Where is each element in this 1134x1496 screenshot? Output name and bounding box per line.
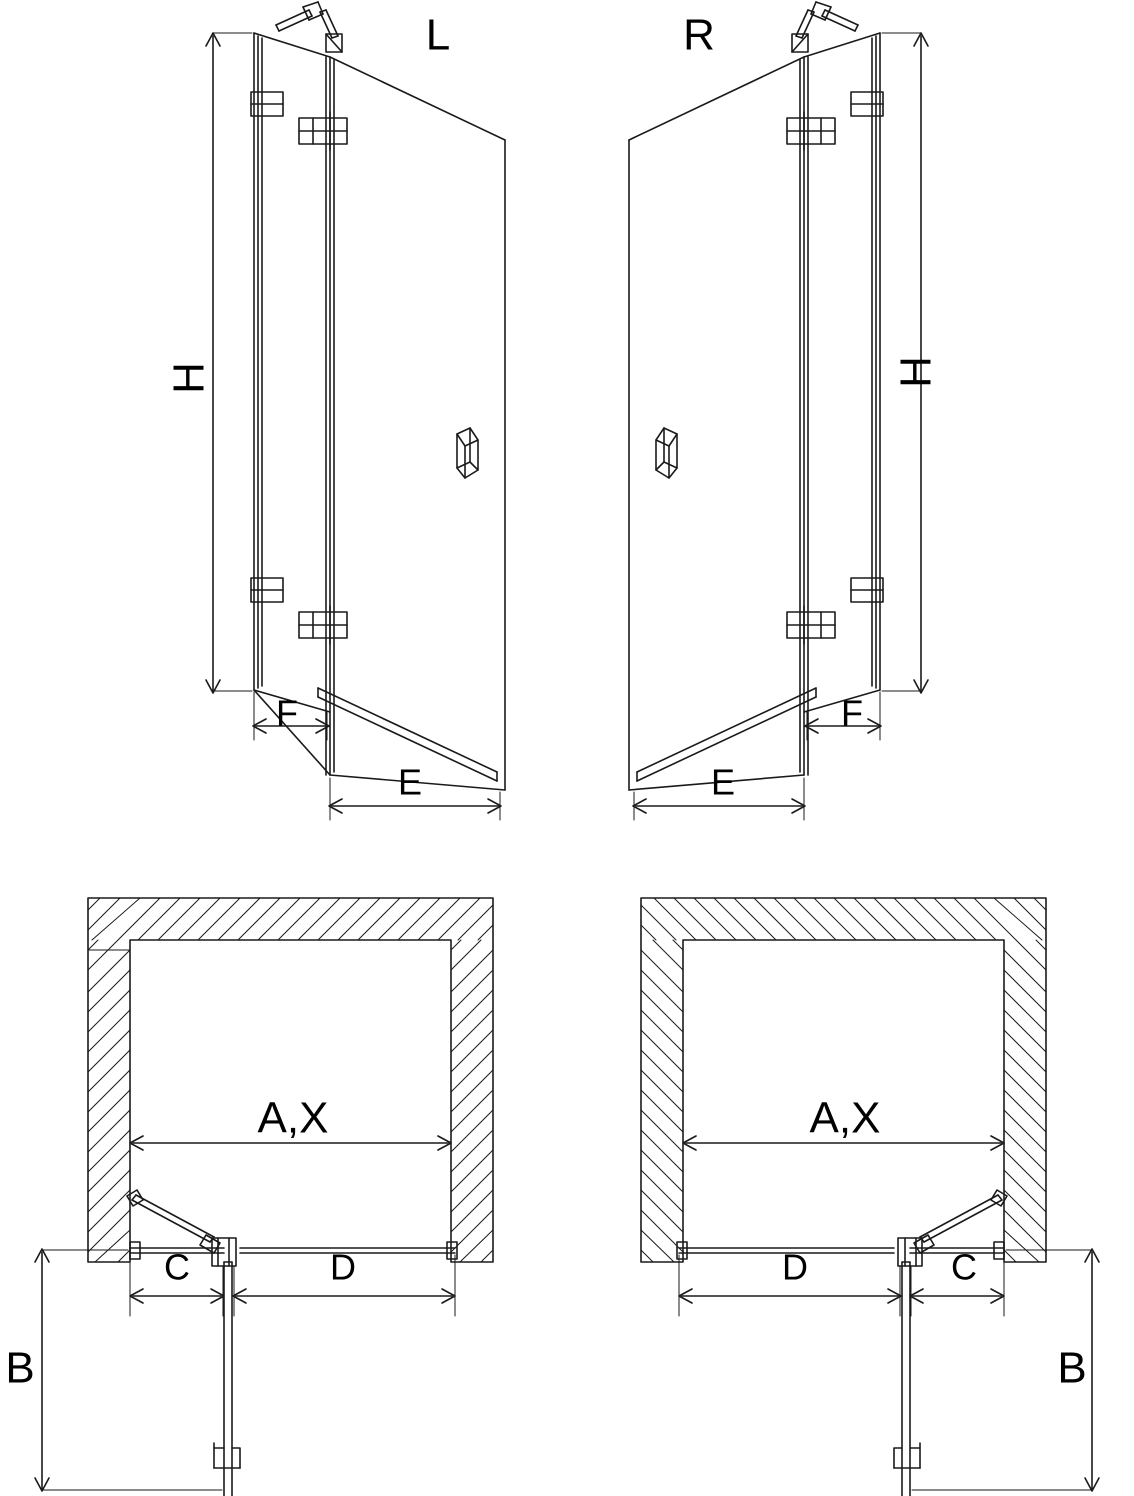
- label-left-view-name: L: [425, 10, 451, 60]
- label-left-opening: A,X: [257, 1093, 329, 1143]
- label-right-door-width: D: [782, 1246, 808, 1288]
- label-right-opening: A,X: [809, 1093, 881, 1143]
- label-right-fixed-panel: F: [841, 692, 863, 734]
- label-right-door: E: [710, 761, 736, 803]
- right-perspective-view: [629, 2, 928, 820]
- left-plan-view: [35, 898, 493, 1496]
- right-plan-view: [641, 898, 1099, 1496]
- label-right-fixed-width: C: [951, 1246, 977, 1288]
- label-right-view-name: R: [683, 10, 715, 60]
- label-left-depth: B: [5, 1343, 35, 1393]
- label-left-fixed-width: C: [164, 1246, 190, 1288]
- left-perspective-view: [206, 2, 505, 820]
- label-left-door-width: D: [330, 1246, 356, 1288]
- label-left-door: E: [397, 761, 423, 803]
- label-right-depth: B: [1057, 1343, 1087, 1393]
- label-left-fixed-panel: F: [276, 692, 298, 734]
- label-left-height: H: [164, 362, 214, 394]
- label-right-height: H: [891, 356, 941, 388]
